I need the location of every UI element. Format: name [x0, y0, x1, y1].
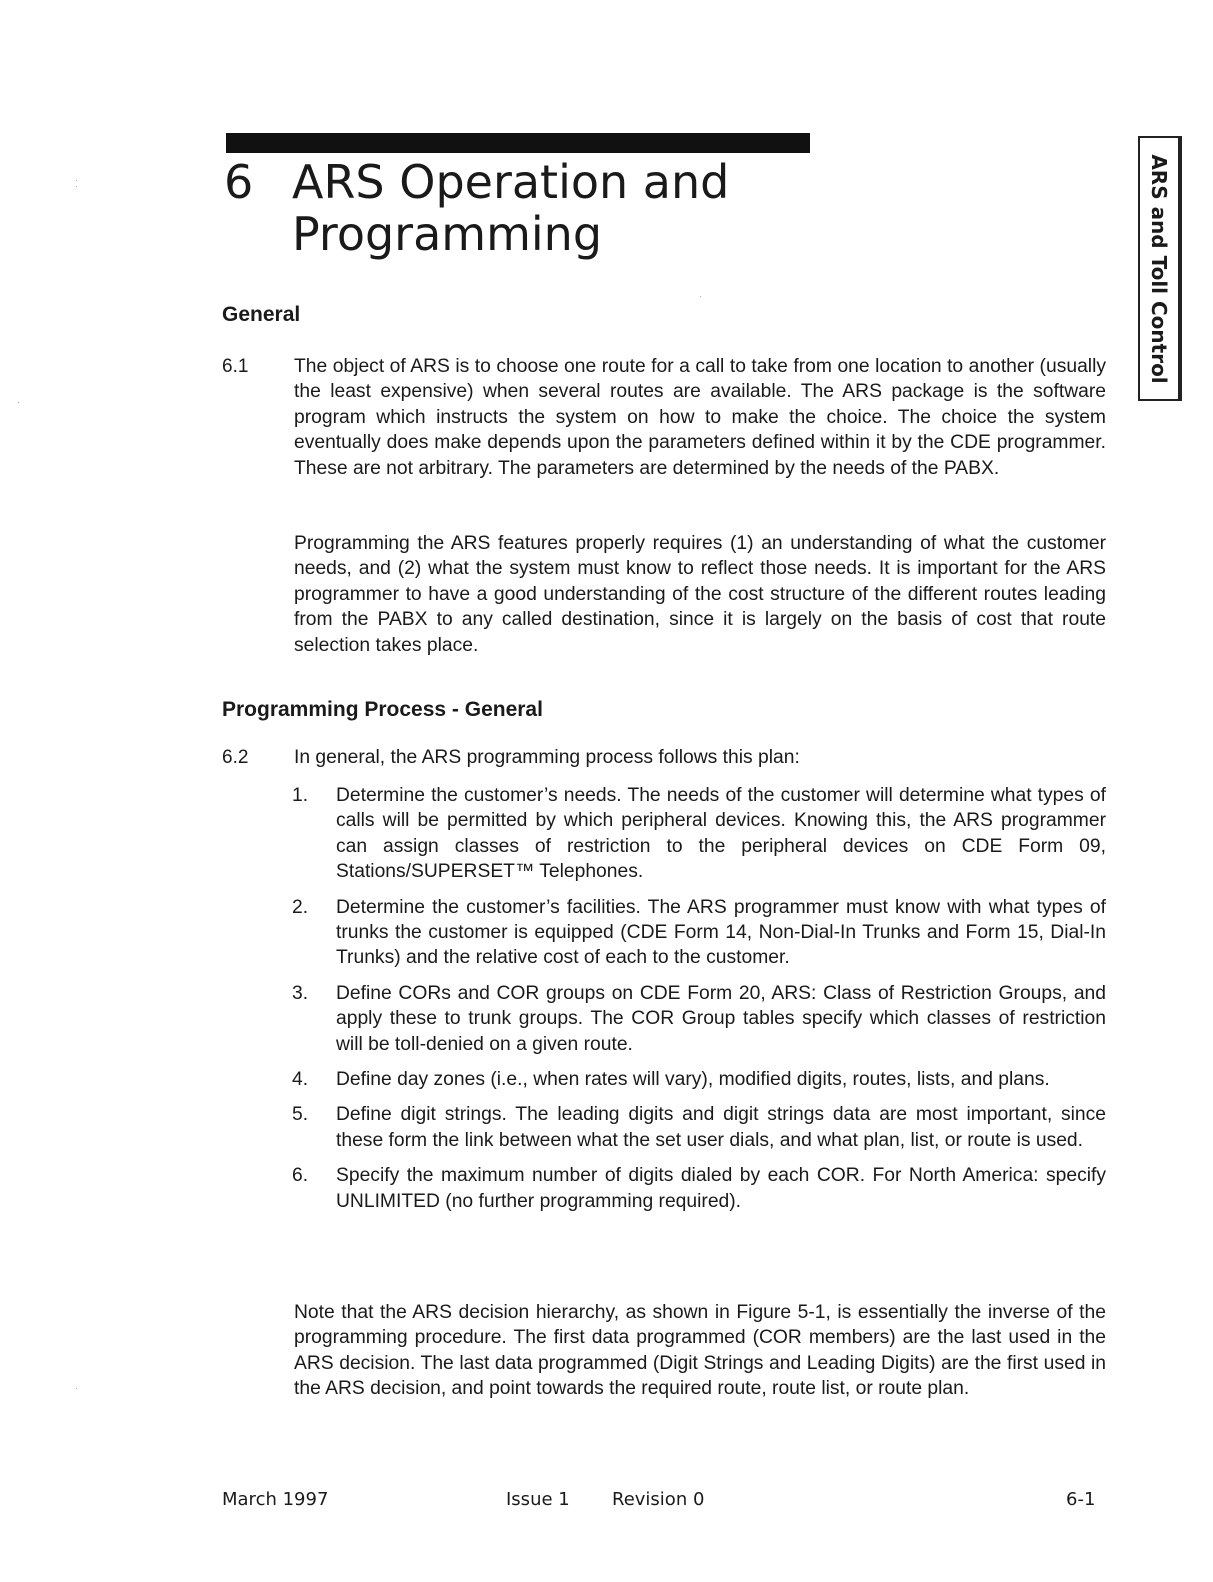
paragraph-number-6-2: 6.2: [222, 747, 249, 768]
chapter-title-line-1: ARS Operation and: [292, 155, 730, 209]
list-item-text: Determine the customer’s needs. The needs of the customer will determine what types of calls will be permitted by which peripheral devices. Knowing this, the ARS programmer can assign classes of restriction to the peripheral devices on CDE Form 09, Stations/SUPERSET™ Telephones.: [336, 785, 1106, 883]
scan-speck: [700, 296, 701, 297]
footer-page-number: 6-1: [1066, 1489, 1096, 1510]
list-item-number: 5.: [292, 1104, 309, 1126]
list-item: [290, 981, 1106, 1057]
scan-speck: [76, 186, 77, 187]
section-thumb-tab: [1138, 136, 1182, 401]
list-item-number: 6.: [292, 1165, 309, 1187]
list-item: [290, 895, 1106, 971]
paragraph-6-1: The object of ARS is to choose one route for a call to take from one location to another (usually the least expensive) when several routes are available. The ARS package is the software program which instructs the system on how to make the choice. The choice the system eventually does make depends upon the parameters defined within it by the CDE programmer. These are not arbitrary. The parameters are determined by the needs of the PABX.: [294, 356, 1106, 479]
list-item-text: Determine the customer’s facilities. The ARS programmer must know with what types of trunks the customer is equipped (CDE Form 14, Non-Dial-In Trunks and Form 15, Dial-In Trunks) and the relative cost of each to the customer.: [336, 896, 1106, 969]
scan-speck: [76, 180, 77, 181]
list-item-text: Define day zones (i.e., when rates will vary), modified digits, routes, lists, and plans.: [336, 1069, 1050, 1091]
chapter-title: [292, 156, 812, 260]
list-item-text: Define digit strings. The leading digits and digit strings data are most important, since these form the link between what the set user dials, and what plan, list, or route is used.: [336, 1104, 1106, 1151]
list-item-text: Specify the maximum number of digits dialed by each COR. For North America: specify UNLIMITED (no further programming required).: [336, 1165, 1106, 1212]
list-item-number: 2.: [292, 896, 309, 918]
chapter-number: 6: [224, 155, 254, 209]
scan-speck: [76, 1388, 77, 1389]
paragraph-number-6-1: 6.1: [222, 356, 249, 377]
paragraph-6-2-intro: In general, the ARS programming process follows this plan:: [294, 747, 800, 768]
list-item-text: Define CORs and COR groups on CDE Form 20, ARS: Class of Restriction Groups, and apply these to trunk groups. The COR Group tables specify which classes of restriction will be toll-denied on a given route.: [336, 982, 1106, 1055]
scan-speck: [18, 402, 19, 403]
list-item-number: 1.: [292, 785, 309, 806]
list-item: [290, 1067, 1106, 1092]
chapter-rule: [226, 133, 810, 153]
heading-programming-process: Programming Process - General: [222, 698, 543, 721]
footer-date: March 1997: [222, 1489, 329, 1510]
list-item: [290, 783, 1106, 885]
list-item: [290, 1163, 1106, 1214]
section-thumb-tab-label: ARS and Toll Control: [1147, 153, 1171, 384]
list-item-number: 4.: [292, 1069, 309, 1091]
footer-revision: Revision 0: [612, 1489, 705, 1510]
heading-general: General: [222, 303, 301, 326]
programming-steps-list: [290, 783, 1106, 1214]
list-item-number: 3.: [292, 982, 309, 1004]
paragraph-note: Note that the ARS decision hierarchy, as shown in Figure 5-1, is essentially the inverse of the programming procedure. The first data programmed (COR members) are the last used in the ARS decision. The last data programmed (Digit Strings and Leading Digits) are the first used in the ARS decision, and point towards the required route, route list, or route plan.: [294, 1302, 1106, 1400]
chapter-title-line-2: Programming: [292, 207, 603, 261]
paragraph-6-1-continued: Programming the ARS features properly requires (1) an understanding of what the customer needs, and (2) what the system must know to reflect those needs. It is important for the ARS programmer to have a good understanding of the cost structure of the different routes leading from the PABX to any called destination, since it is largely on the basis of cost that route selection takes place.: [294, 533, 1106, 656]
footer-issue: Issue 1: [506, 1489, 570, 1510]
list-item: [290, 1102, 1106, 1153]
